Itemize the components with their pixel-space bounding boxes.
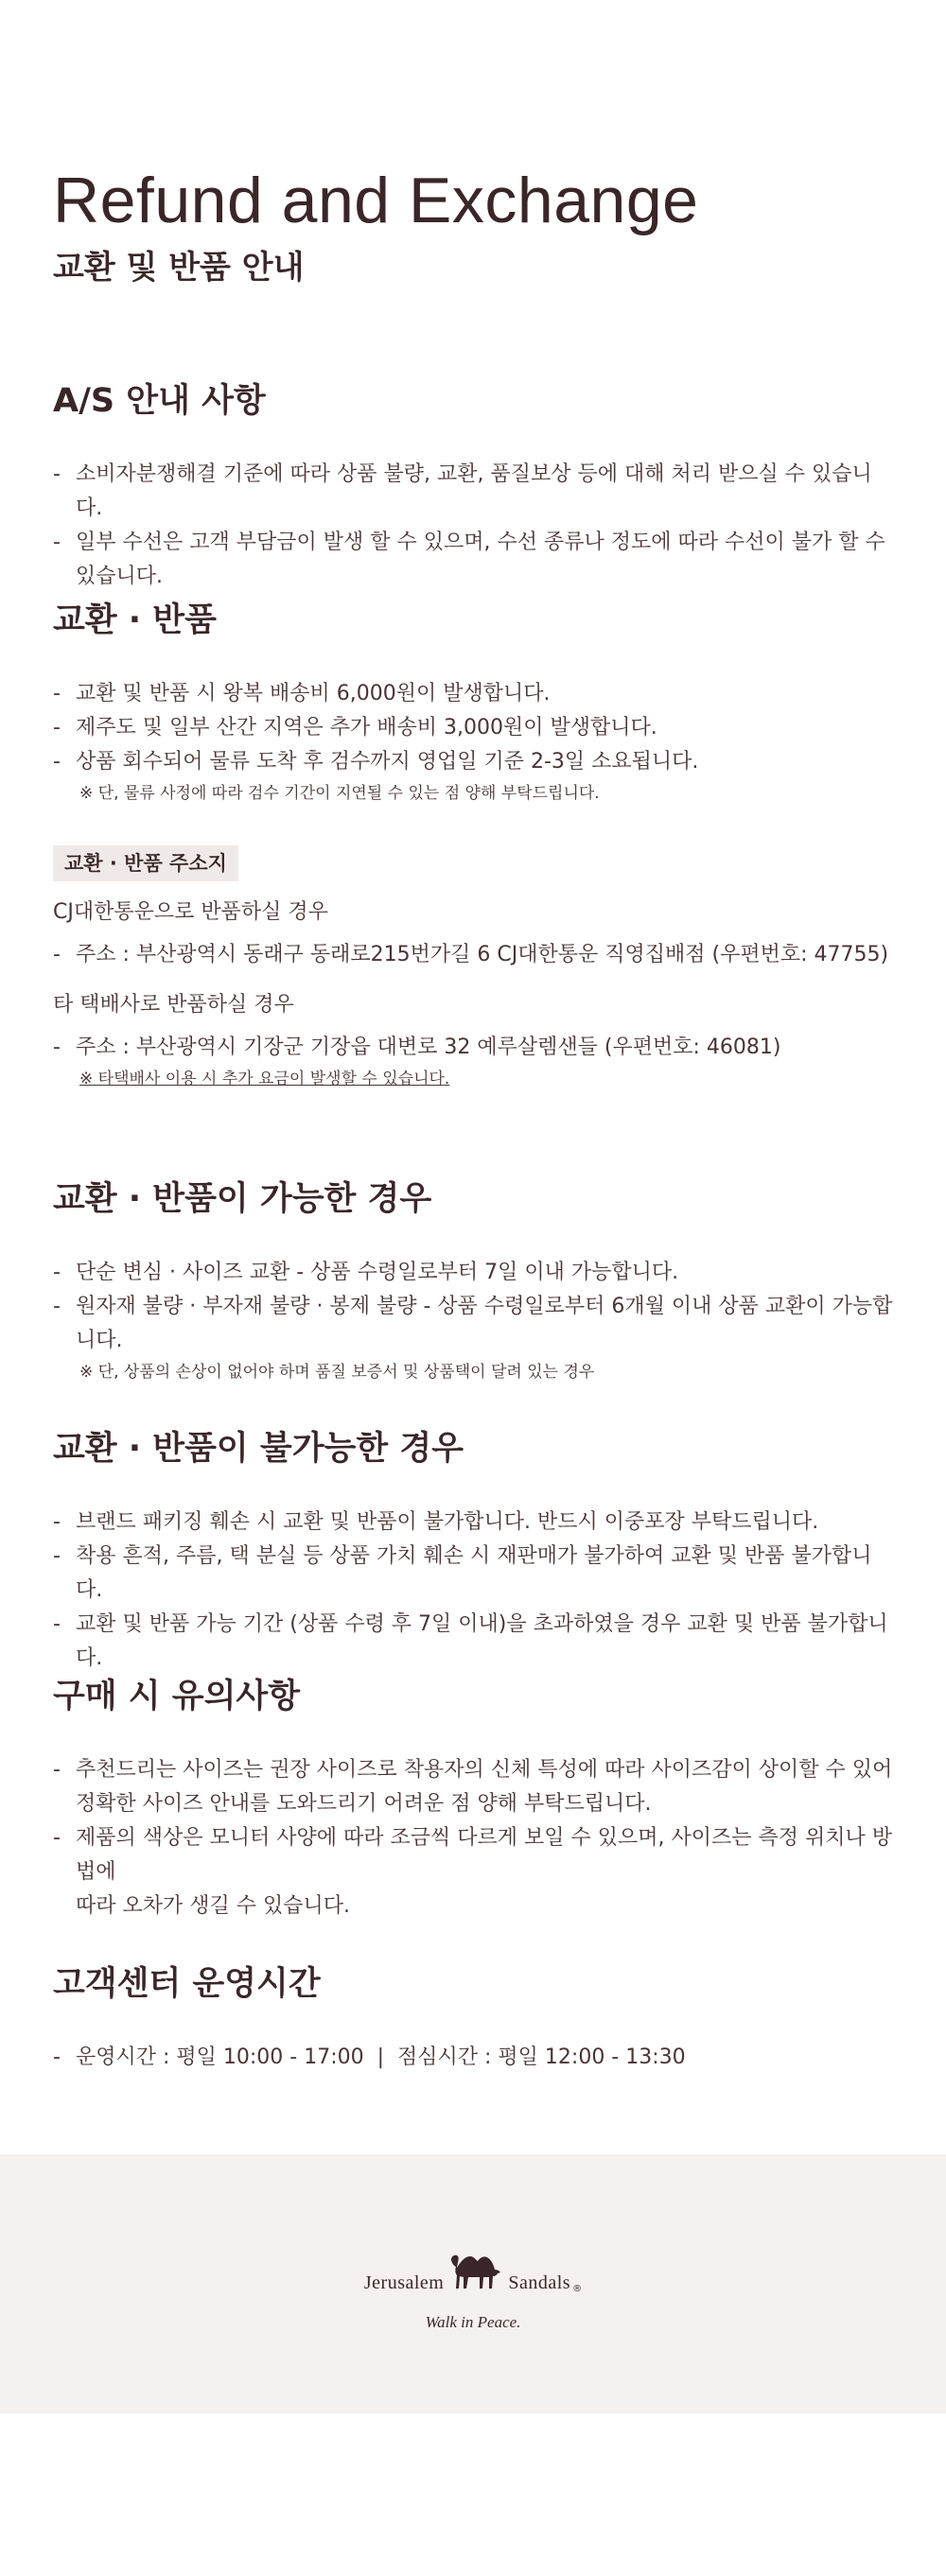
brand-logo	[0, 2247, 946, 2294]
logo-word-left: Jerusalem	[363, 2272, 445, 2293]
other-address: - 주소 : 부산광역시 기장군 기장읍 대변로 32 예루살렘샌들 (우편번호: 46081)	[53, 1031, 893, 1065]
other-note: ※ 타택배사 이용 시 추가 요금이 발생할 수 있습니다.	[79, 1070, 450, 1088]
as-list	[53, 458, 893, 594]
possible-note: ※ 단, 상품의 손상이 없어야 하며 품질 보증서 및 상품택이 달려 있는 경우	[79, 1363, 595, 1382]
list-item	[53, 1753, 893, 1821]
section-title-possible: 교환 · 반품이 가능한 경우	[53, 1180, 432, 1218]
section-title-cs: 고객센터 운영시간	[53, 1965, 321, 2003]
list-item: - 소비자분쟁해결 기준에 따라 상품 불량, 교환, 품질보상 등에 대해 처리 받으실 수 있습니다.	[53, 458, 893, 526]
possible-list	[53, 1256, 893, 1358]
list-item: - 교환 및 반품 시 왕복 배송비 6,000원이 발생합니다.	[53, 677, 893, 711]
logo-row	[364, 2247, 582, 2294]
cj-address: - 주소 : 부산광역시 동래구 동래로215번가길 6 CJ대한통운 직영집배점 (우편번호: 47755)	[53, 938, 893, 972]
tagline: Walk in Peace.	[425, 2313, 521, 2331]
page-subtitle: 교환 및 반품 안내	[53, 249, 305, 287]
other-label: 타 택배사로 반품하실 경우	[53, 993, 294, 1017]
footer	[0, 2154, 946, 2413]
list-item-line: 추천드리는 사이즈는 권장 사이즈로 착용자의 신체 특성에 따라 사이즈감이 상이할 수 있어	[76, 1758, 893, 1782]
section-title-purchase: 구매 시 유의사항	[53, 1678, 301, 1715]
exchange-note: ※ 단, 물류 사정에 따라 검수 기간이 지연될 수 있는 점 양해 부탁드립니다.	[79, 784, 600, 803]
cs-section	[53, 1961, 893, 2075]
cs-hours-text: 운영시간 : 평일 10:00 - 17:00 | 점심시간 : 평일 12:00 - 13:30	[76, 2045, 686, 2069]
section-title-impossible: 교환 · 반품이 불가능한 경우	[53, 1430, 464, 1468]
registered-mark: ®	[572, 2284, 583, 2294]
header	[0, 0, 946, 289]
list-item-line: 따라 오차가 생길 수 있습니다.	[76, 1894, 350, 1918]
list-item: - 원자재 불량 · 부자재 불량 · 봉제 불량 - 상품 수령일로부터 6개월 이내 상품 교환이 가능합니다.	[53, 1290, 893, 1358]
exchange-list	[53, 677, 893, 779]
page-title: Refund and Exchange	[53, 165, 699, 236]
list-item: - 착용 흔적, 주름, 택 분실 등 상품 가치 훼손 시 재판매가 불가하여 교환 및 반품 불가합니다.	[53, 1540, 893, 1608]
section-title-exchange: 교환 · 반품	[53, 601, 217, 639]
address-badge: 교환 · 반품 주소지	[53, 845, 238, 881]
list-item: - 브랜드 패키징 훼손 시 교환 및 반품이 불가합니다. 반드시 이중포장 부탁드립니다.	[53, 1506, 893, 1540]
camel-icon	[446, 2247, 506, 2294]
cj-label: CJ대한통운으로 반품하실 경우	[53, 900, 328, 924]
purchase-list	[53, 1753, 893, 1923]
cs-list	[53, 2041, 893, 2075]
list-item: - 제주도 및 일부 산간 지역은 추가 배송비 3,000원이 발생합니다.	[53, 711, 893, 745]
exchange-section	[53, 598, 893, 1093]
list-item	[53, 1821, 893, 1923]
possible-section	[53, 1176, 893, 1386]
list-item: - 상품 회수되어 물류 도착 후 검수까지 영업일 기준 2-3일 소요됩니다.	[53, 745, 893, 779]
impossible-section	[53, 1426, 893, 1676]
list-item: - 일부 수선은 고객 부담금이 발생 할 수 있으며, 수선 종류나 정도에 따라 수선이 불가 할 수 있습니다.	[53, 526, 893, 594]
impossible-list	[53, 1506, 893, 1676]
list-item: - 교환 및 반품 가능 기간 (상품 수령 후 7일 이내)을 초과하였을 경우 교환 및 반품 불가합니다.	[53, 1608, 893, 1676]
list-item-line: 제품의 색상은 모니터 사양에 따라 조금씩 다르게 보일 수 있으며, 사이즈는 측정 위치나 방법에	[76, 1826, 892, 1884]
purchase-section	[53, 1674, 893, 1923]
as-section	[53, 378, 893, 594]
cj-address-list	[53, 938, 893, 972]
address-block	[53, 845, 893, 1093]
other-address-list	[53, 1031, 893, 1065]
logo-word-right: Sandals	[508, 2272, 571, 2293]
list-item: - 단순 변심 · 사이즈 교환 - 상품 수령일로부터 7일 이내 가능합니다.	[53, 1256, 893, 1290]
cs-hours	[53, 2041, 893, 2075]
section-title-as: A/S 안내 사항	[53, 382, 266, 420]
list-item-line: 정확한 사이즈 안내를 도와드리기 어려운 점 양해 부탁드립니다.	[76, 1792, 652, 1816]
